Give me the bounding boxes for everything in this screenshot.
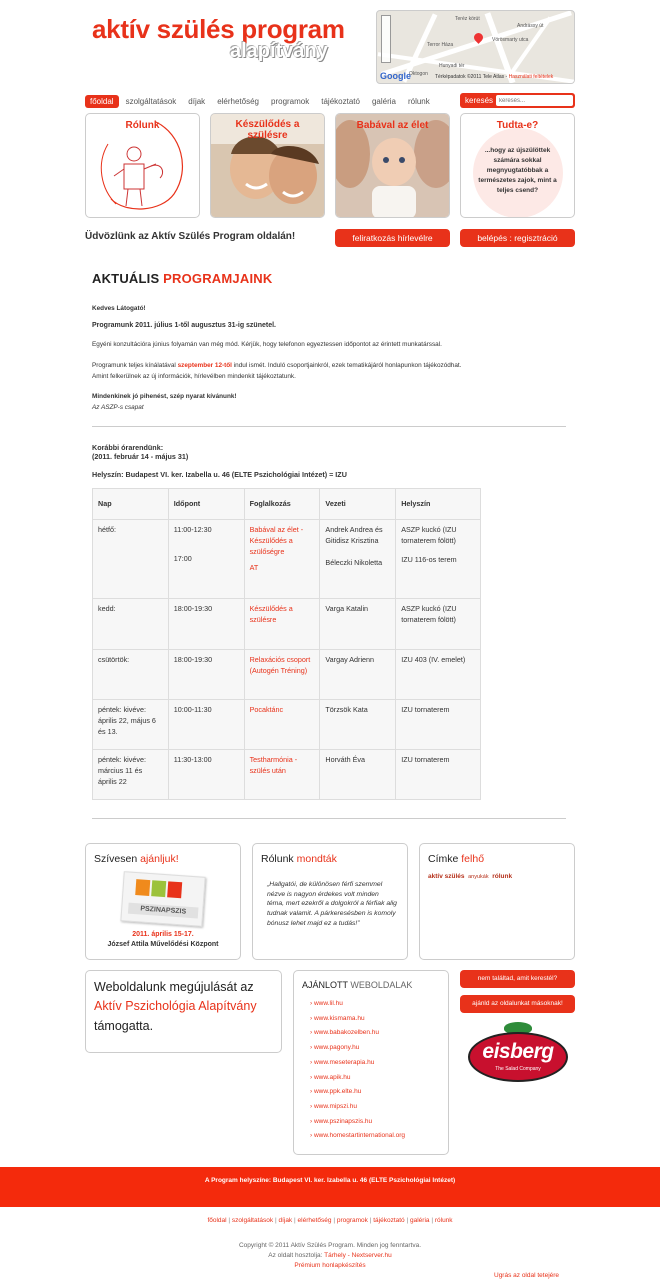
main-nav: [85, 94, 437, 108]
class-link[interactable]: Babával az élet - Készülődés a szülőségre: [249, 525, 304, 556]
site-link[interactable]: www.kismama.hu: [313, 1014, 365, 1022]
not-found-button[interactable]: nem találtad, amit kerestél?: [460, 970, 575, 988]
greeting: Kedves Látogató!: [92, 305, 146, 312]
eisberg-logo[interactable]: [468, 1022, 568, 1084]
feature-tudta-e[interactable]: [460, 113, 575, 218]
paragraph: Egyéni konzultációra június folyamán van még mód. Kérjük, hogy telefonon egyeztessen időpontot az érintett munkatárssal.: [92, 341, 442, 348]
box-title: Szívesen ajánljuk!: [94, 853, 179, 865]
tudta-text: ...hogy az újszülöttek számára sokkal megnyugtatóbbak a természetes zajok, mint a teljes csend?: [478, 147, 557, 195]
box-title: Rólunk mondták: [261, 853, 337, 865]
map-street-label: Vörösmarty utca: [492, 37, 529, 43]
table-row: [93, 750, 481, 800]
previous-dates: (2011. február 14 - május 31): [92, 452, 189, 461]
map-zoom-control[interactable]: [381, 15, 391, 63]
chevron-right-icon: ›: [310, 1014, 313, 1022]
cell-time: 10:00-11:30: [168, 700, 244, 750]
support-link[interactable]: Aktív Pszichológia Alapítvány: [94, 999, 257, 1014]
footer-link[interactable]: galéria: [410, 1217, 430, 1224]
table-row: [93, 650, 481, 700]
footer-link[interactable]: szolgáltatások: [231, 1217, 274, 1224]
footer-link[interactable]: programok: [336, 1217, 368, 1224]
notice: Programunk 2011. július 1-től augusztus 31-ig szünetel.: [92, 322, 276, 329]
search-label: keresés: [465, 96, 494, 105]
cell-class: [244, 520, 320, 599]
previous-label: Korábbi órarendünk:: [92, 443, 164, 452]
tag-cloud-box: [419, 843, 575, 960]
tag-list: [428, 873, 512, 880]
map-credit: Térképadatok ©2011 Tele Atlas - Használati feltételek: [435, 74, 554, 80]
back-to-top-link[interactable]: Ugrás az oldal tetejére: [494, 1272, 560, 1279]
testimonial-box: [252, 843, 408, 960]
class-link[interactable]: AT: [249, 563, 259, 573]
nav-item-fooldal[interactable]: főoldal: [85, 95, 119, 108]
footer-link[interactable]: díjak: [278, 1217, 293, 1224]
support-text: Weboldalunk megújulását az Aktív Pszichológia Alapítvány támogatta.: [94, 980, 257, 1033]
copyright: Copyright © 2011 Aktív Szülés Program. Minden jog fenntartva.: [238, 1242, 422, 1249]
footer-address: A Program helyszíne: Budapest VI. ker. Izabella u. 46 (ELTE Pszichológiai Intézet): [204, 1177, 456, 1184]
premium-link[interactable]: Prémium honlapkészítés: [294, 1262, 366, 1269]
table-row: [93, 700, 481, 750]
hosting-link[interactable]: Tárhely - Nextserver.hu: [324, 1252, 392, 1259]
cell-time: 18:00-19:30: [168, 650, 244, 700]
chevron-right-icon: ›: [310, 1132, 313, 1140]
cell-leader: Horváth Éva: [320, 750, 396, 800]
feature-title: Rólunk: [125, 120, 160, 131]
nav-item-elerhetoseg[interactable]: elérhetőség: [217, 96, 259, 106]
cell-leader: Törzsök Kata: [320, 700, 396, 750]
class-link[interactable]: Testharmónia - szülés után: [249, 755, 298, 775]
chevron-right-icon: ›: [310, 1058, 313, 1066]
cell-place: ASZP kuckó (IZU tornaterem fölött): [396, 599, 481, 650]
chevron-right-icon: ›: [310, 1029, 313, 1037]
cell-leader: Andrek Andrea és Gitidisz Krisztina Béleczki Nikoletta: [320, 520, 396, 599]
table-header: Foglalkozás: [244, 489, 320, 520]
cell-place: IZU tornaterem: [396, 700, 481, 750]
event-date: 2011. április 15-17.: [132, 931, 194, 938]
class-link[interactable]: Relaxációs csoport (Autogén Tréning): [249, 655, 311, 675]
table-row: [93, 599, 481, 650]
nav-item-tajekoztato[interactable]: tájékoztató: [321, 96, 360, 106]
site-logo-subtitle: alapítvány: [230, 40, 328, 62]
recommended-sites-box: [293, 970, 449, 1155]
footer-link[interactable]: rólunk: [434, 1217, 453, 1224]
testimonial-quote: „Hallgatói, de különösen férfi szemmel nézve is nagyon érdekes volt minden téma, mert ezekről a dolgokról a férfiak alig tudnak valamit. A párkeresésben is komoly bónusz lehet majd ez a tudás!”: [267, 881, 397, 927]
cell-day: hétfő:: [93, 520, 169, 599]
site-link[interactable]: www.pszinapszis.hu: [313, 1117, 373, 1125]
chevron-right-icon: ›: [310, 1073, 313, 1081]
cell-leader: Varga Katalin: [320, 599, 396, 650]
cell-day: csütörtök:: [93, 650, 169, 700]
feature-title: Tudta-e?: [496, 120, 539, 131]
map-street-label: Oktogon: [409, 71, 428, 77]
feature-rolunk[interactable]: [85, 113, 200, 218]
pszinapszis-label: PSZINAPSZIS: [128, 903, 199, 919]
feature-title: Készülődés a szülésre: [235, 119, 300, 141]
divider: [92, 818, 566, 819]
hosting-line: Az oldalt hosztolja: Tárhely - Nextserver.hu: [268, 1252, 392, 1259]
location-line: Helyszín: Budapest VI. ker. Izabella u. 46 (ELTE Pszichológiai Intézet) = IZU: [92, 470, 347, 479]
map-street-label: Andrássy út: [517, 23, 544, 29]
closing: Mindenkinek jó pihenést, szép nyarat kívánunk!: [92, 393, 237, 400]
table-header: Nap: [93, 489, 169, 520]
footer-link[interactable]: főoldal: [207, 1217, 227, 1224]
cell-class: [244, 700, 320, 750]
table-header: Helyszín: [396, 489, 481, 520]
login-button[interactable]: belépés : regisztráció: [460, 229, 575, 247]
signature: Az ASZP-s csapat: [92, 404, 144, 411]
page-title: AKTUÁLIS PROGRAMJAINK: [92, 271, 273, 286]
tag-link[interactable]: aktív szülés: [428, 873, 465, 880]
search-input[interactable]: [496, 95, 573, 106]
event-place: József Attila Művelődési Központ: [107, 941, 219, 948]
feature-keszules[interactable]: [210, 113, 325, 218]
site-link[interactable]: www.mipszi.hu: [313, 1102, 357, 1110]
recommended-links: [310, 997, 405, 1144]
cell-class: [244, 750, 320, 800]
cell-place: ASZP kuckó (IZU tornaterem fölött) IZU 116-os terem: [396, 520, 481, 599]
pszinapszis-logo[interactable]: [120, 871, 205, 927]
chevron-right-icon: ›: [310, 1044, 313, 1052]
divider: [92, 426, 566, 427]
nav-item-szolgaltatasok[interactable]: szolgáltatások: [125, 96, 177, 106]
map-terms-link[interactable]: Használati feltételek: [508, 74, 554, 80]
site-link[interactable]: www.apik.hu: [313, 1073, 351, 1081]
site-logo[interactable]: aktív szülés program: [92, 14, 345, 44]
nav-item-galeria[interactable]: galéria: [371, 96, 396, 106]
cell-class: [244, 599, 320, 650]
google-logo: Google: [380, 71, 411, 81]
feature-babaval[interactable]: [335, 113, 450, 218]
eisberg-wordmark: eisberg: [482, 1040, 554, 1063]
feature-title: Babával az élet: [356, 120, 429, 131]
chevron-right-icon: ›: [310, 1117, 313, 1125]
cell-leader: Vargay Adrienn: [320, 650, 396, 700]
cell-place: IZU tornaterem: [396, 750, 481, 800]
nav-item-programok[interactable]: programok: [271, 96, 310, 106]
eisberg-tagline: The Salad Company: [495, 1066, 541, 1072]
map-street-label: Hunyadi tér: [439, 63, 465, 69]
tag-link[interactable]: rólunk: [492, 873, 513, 880]
nav-item-rolunk[interactable]: rólunk: [407, 96, 430, 106]
recommend-button[interactable]: ajánld az oldalunkat másoknak!: [460, 995, 575, 1013]
table-header: Időpont: [168, 489, 244, 520]
newsletter-button[interactable]: feliratkozás hírlevélre: [335, 229, 450, 247]
site-link[interactable]: www.homestartinternational.org: [313, 1132, 406, 1140]
paragraph: Programunk teljes kínálatával szeptember 12-től indul ismét. Induló csoportjainkról, ezek tematikájáról honlapunkon tájékozódhat.: [92, 362, 462, 369]
box-title: Címke felhő: [428, 853, 485, 865]
table-header: Vezeti: [320, 489, 396, 520]
cell-class: [244, 650, 320, 700]
cell-time: 11:30-13:00: [168, 750, 244, 800]
chevron-right-icon: ›: [310, 1000, 313, 1007]
recommend-box: [85, 843, 241, 960]
cell-day: kedd:: [93, 599, 169, 650]
chevron-right-icon: ›: [310, 1088, 313, 1096]
footer-nav: főoldal | szolgáltatások | díjak | elérhetőség | programok | tájékoztató | galéria | rólunk: [207, 1217, 453, 1224]
footer-bar: [0, 1167, 660, 1207]
class-link[interactable]: Készülődés a szülésre: [249, 604, 293, 624]
footer-link[interactable]: elérhetőség: [297, 1217, 332, 1224]
class-link[interactable]: Pocaktánc: [249, 705, 284, 714]
cell-day: péntek: kivéve: március 11 és április 22: [93, 750, 169, 800]
site-link[interactable]: www.babakozelben.hu: [313, 1029, 380, 1037]
cell-time: 11:00-12:30 17:00: [168, 520, 244, 599]
cell-place: IZU 403 (IV. emelet): [396, 650, 481, 700]
footer-link[interactable]: tájékoztató: [373, 1217, 405, 1224]
cell-time: 18:00-19:30: [168, 599, 244, 650]
location-map[interactable]: [376, 10, 575, 84]
site-link[interactable]: www.meseterapia.hu: [313, 1058, 375, 1066]
table-row: [93, 520, 481, 599]
box-title: AJÁNLOTT WEBOLDALAK: [302, 980, 413, 990]
site-link[interactable]: www.ppk.elte.hu: [313, 1088, 362, 1096]
cell-day: péntek: kivéve: április 22, május 6 és 13.: [93, 700, 169, 750]
tag-link[interactable]: anyukák: [468, 874, 489, 880]
schedule-table: [92, 488, 481, 800]
search-box: [460, 93, 575, 108]
map-street-label: Teréz körút: [455, 16, 480, 22]
nav-item-dijak[interactable]: díjak: [188, 96, 206, 106]
welcome-text: Üdvözlünk az Aktív Szülés Program oldalán!: [85, 231, 296, 242]
map-street-label: Terror Háza: [427, 42, 454, 48]
site-link[interactable]: www.pagony.hu: [313, 1044, 360, 1052]
paragraph: Amint felkerülnek az új információk, hírlevélben mindenkit tájékoztatunk.: [92, 373, 296, 380]
chevron-right-icon: ›: [310, 1102, 313, 1110]
site-link[interactable]: www.lil.hu: [313, 1000, 343, 1007]
support-box: [85, 970, 282, 1053]
